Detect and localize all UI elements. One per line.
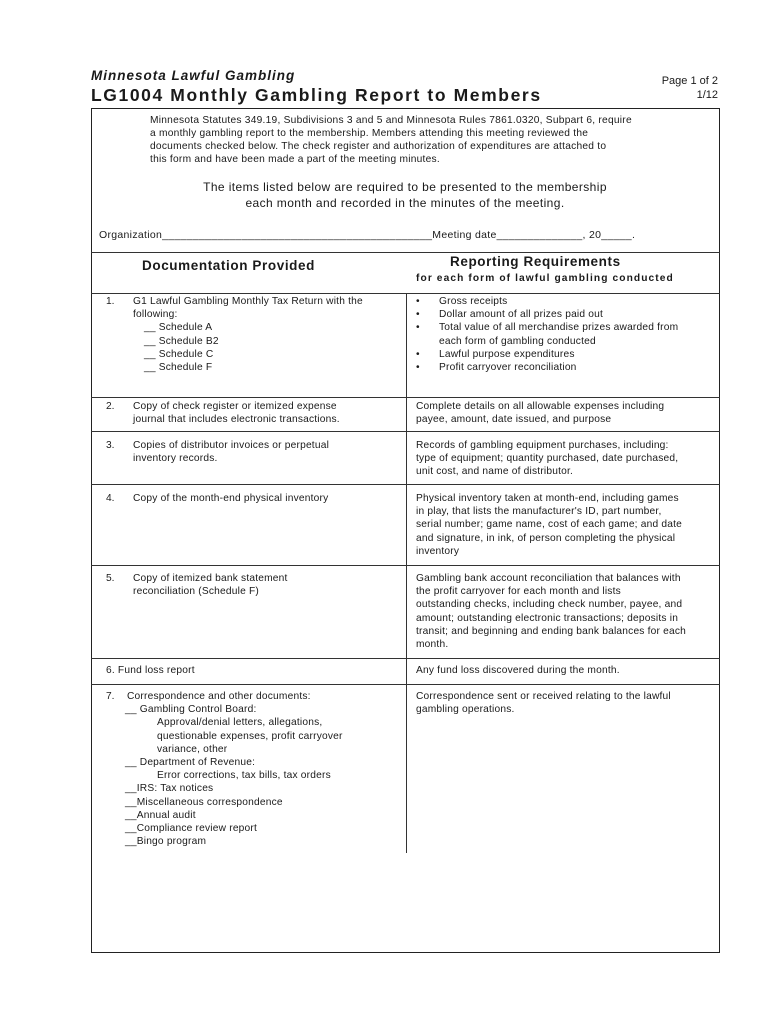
req-line: gambling operations. [416,704,515,716]
intro-line: this form and have been made a part of the meeting minutes. [150,154,440,166]
requirements-header: Reporting Requirements [450,254,621,269]
department-of-revenue-checkbox[interactable]: __ Department of Revenue: [125,757,256,769]
column-divider [406,293,407,853]
req-line: amount; outstanding electronic transactions; deposits in [416,612,679,624]
row4-requirements [416,492,716,558]
bullet-icon: • [416,362,420,374]
row2-requirements [416,400,716,426]
intro-line: a monthly gambling report to the membership. Members attending this meeting reviewed the [150,128,589,140]
row2-documentation [133,400,398,426]
row-number: 3. [106,440,115,451]
required-notice [130,179,680,211]
req-line: Profit carryover reconciliation [439,362,577,374]
organization-meeting-line[interactable]: Organization____________________________________________Meeting date______________, 20_____. [99,229,636,241]
compliance-review-checkbox[interactable]: __Compliance review report [125,823,258,835]
row5-requirements [416,572,716,651]
row5-documentation [133,572,398,598]
row4-documentation [133,492,398,505]
row-number: 7. [106,691,115,702]
bullet-icon: • [416,322,420,334]
bullet-icon: • [416,309,420,321]
bullet-icon: • [416,348,420,360]
required-line: The items listed below are required to be presented to the membership [203,180,607,194]
req-line: each form of gambling conducted [439,335,596,347]
row1-requirements [439,295,714,374]
page-info [662,74,718,102]
intro-line: documents checked below. The check register and authorization of expenditures are attached to [150,141,607,153]
statute-intro [150,114,695,166]
req-line: month. [416,639,449,651]
req-line: Gambling bank account reconciliation that balances with [416,573,681,584]
doc-line: reconciliation (Schedule F) [133,586,260,598]
req-line: type of equipment; quantity purchased, date purchased, [416,453,679,465]
req-line: transit; and beginning and ending bank balances for each [416,625,687,637]
row-number: 5. [106,573,115,584]
doc-line: Copies of distributor invoices or perpetual [133,440,330,451]
req-line: Lawful purpose expenditures [439,348,575,360]
form-revision: 1/12 [696,89,718,101]
doc-line: journal that includes electronic transactions. [133,414,340,426]
req-line: payee, amount, date issued, and purpose [416,414,612,426]
row-number: 4. [106,493,115,504]
doc-line: Copy of itemized bank statement [133,573,288,584]
schedule-b2-checkbox[interactable]: __ Schedule B2 [144,335,219,347]
misc-correspondence-checkbox[interactable]: __Miscellaneous correspondence [125,796,283,808]
req-line: the profit carryover for each month and lists [416,586,621,598]
row6-requirements: Any fund loss discovered during the month. [416,665,620,676]
doc-line: Correspondence and other documents: [127,691,311,702]
row-number: 1. [106,296,115,307]
page-number: Page 1 of 2 [661,75,718,87]
req-line: serial number; game name, cost of each game; and date [416,519,682,531]
req-line: Complete details on all allowable expenses including [416,401,665,412]
required-line: each month and recorded in the minutes of the meeting. [245,196,565,210]
schedule-a-checkbox[interactable]: __ Schedule A [144,322,213,334]
row3-requirements [416,439,716,479]
bullet-list-markers [416,295,420,374]
req-line: Physical inventory taken at month-end, including games [416,493,679,504]
req-line: Correspondence sent or received relating to the lawful [416,691,671,702]
req-line: inventory [416,545,460,557]
req-line: Dollar amount of all prizes paid out [439,309,604,321]
doc-line: variance, other [157,743,228,755]
doc-line: Copy of check register or itemized expense [133,401,337,412]
documentation-header: Documentation Provided [142,258,315,273]
req-line: Records of gambling equipment purchases, including: [416,440,669,451]
req-line: unit cost, and name of distributor. [416,466,574,478]
doc-line: Approval/denial letters, allegations, [157,717,323,729]
doc-line: inventory records. [133,453,218,465]
row1-documentation [133,295,398,374]
row6-documentation: 6. Fund loss report [106,665,195,676]
intro-line: Minnesota Statutes 349.19, Subdivisions 3 and 5 and Minnesota Rules 7861.0320, Subpart 6, require [150,115,632,126]
schedule-f-checkbox[interactable]: __ Schedule F [144,362,213,374]
annual-audit-checkbox[interactable]: __Annual audit [125,809,196,821]
requirements-subheader: for each form of lawful gambling conducted [416,273,674,284]
schedule-c-checkbox[interactable]: __ Schedule C [144,348,214,360]
row7-requirements [416,690,716,716]
doc-line: following: [133,309,178,321]
bingo-program-checkbox[interactable]: __Bingo program [125,836,207,848]
form-title: LG1004 Monthly Gambling Report to Members [91,85,542,105]
doc-line: questionable expenses, profit carryover [157,730,343,742]
bullet-icon: • [416,296,420,307]
req-line: Total value of all merchandise prizes awarded from [439,322,679,334]
doc-line: Copy of the month-end physical inventory [133,493,329,504]
irs-checkbox[interactable]: __IRS: Tax notices [125,783,214,795]
gambling-control-board-checkbox[interactable]: __ Gambling Control Board: [125,704,257,716]
divider-header [91,252,720,253]
req-line: outstanding checks, including check number, payee, and [416,599,683,611]
req-line: in play, that lists the manufacturer's ID, part number, [416,506,662,518]
doc-line: Error corrections, tax bills, tax orders [157,770,331,782]
row-number: 2. [106,401,115,412]
req-line: Gross receipts [439,296,508,307]
row7-documentation [106,690,401,848]
row3-documentation [133,439,398,465]
doc-line: G1 Lawful Gambling Monthly Tax Return with the [133,296,363,307]
agency-name: Minnesota Lawful Gambling [91,68,296,83]
req-line: and signature, in ink, of person completing the physical [416,532,676,544]
